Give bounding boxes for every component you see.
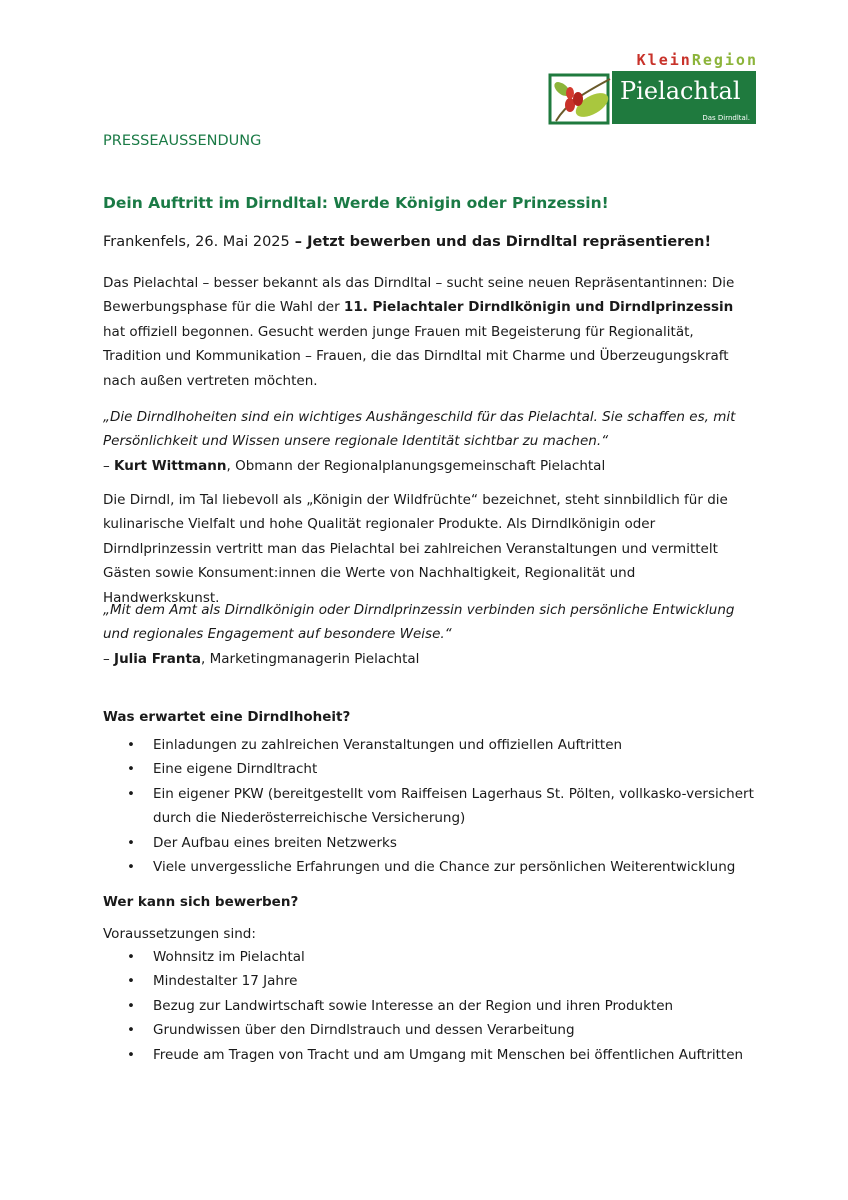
logo-region: Region xyxy=(691,51,758,69)
cornelian-cherry-icon xyxy=(548,71,612,127)
logo-klein: Klein xyxy=(636,51,692,69)
list-item: • Mindestalter 17 Jahre xyxy=(103,969,763,993)
list-item: • Einladungen zu zahlreichen Veranstaltungen und offiziellen Auftritten xyxy=(103,733,763,757)
intro-paragraph xyxy=(103,271,753,393)
section-2-heading xyxy=(103,890,753,914)
kleinregion-pielachtal-logo xyxy=(548,52,758,126)
lead-location-date: Frankenfels, 26. Mai 2025 xyxy=(103,234,290,250)
list-item: • Wohnsitz im Pielachtal xyxy=(103,945,763,969)
press-release-label: PRESSEAUSSENDUNG xyxy=(103,133,262,149)
intro-bold: 11. Pielachtaler Dirndlkönigin und Dirndlprinzessin xyxy=(343,299,734,316)
benefits-list xyxy=(103,733,763,879)
quote-1-attribution xyxy=(103,454,753,478)
section-1-heading-text: Was erwartet eine Dirndlhoheit? xyxy=(103,709,351,725)
quote-1-role: , Obmann der Regionalplanungsgemeinschaft Pielachtal xyxy=(226,458,606,474)
requirements-list xyxy=(103,945,763,1067)
list-item: • Der Aufbau eines breiten Netzwerks xyxy=(103,831,763,855)
quote-2-name: Julia Franta xyxy=(114,651,202,667)
quote-2-attribution xyxy=(103,647,753,671)
list-item: • Bezug zur Landwirtschaft sowie Interesse an der Region und ihren Produkten xyxy=(103,994,763,1018)
quote-1-name: Kurt Wittmann xyxy=(114,458,227,474)
logo-region-wordmark xyxy=(637,52,758,68)
list-item: • Eine eigene Dirndltracht xyxy=(103,757,763,781)
quote-2: „Mit dem Amt als Dirndlkönigin oder Dirndlprinzessin verbinden sich persönliche Entwicklung und regionales Engagement auf besondere Weise.“ xyxy=(103,602,735,643)
lead-headline: – Jetzt bewerben und das Dirndltal repräsentieren! xyxy=(289,234,712,250)
list-item: • Viele unvergessliche Erfahrungen und die Chance zur persönlichen Weiterentwicklung xyxy=(103,855,763,879)
section-2-heading-text: Wer kann sich bewerben? xyxy=(103,894,299,910)
list-item: • Ein eigener PKW (bereitgestellt vom Raiffeisen Lagerhaus St. Pölten, vollkasko-versichert durch die Niederösterreichische Versicherung) xyxy=(103,782,763,831)
intro-text-2: hat offiziell begonnen. Gesucht werden junge Frauen mit Begeisterung für Regionalität, Tradition und Kommunikation – Frauen, die das Dirndltal mit Charme und Überzeugungskraft nach außen vertreten möchten. xyxy=(103,323,729,389)
quote-1-dash: – xyxy=(103,458,115,474)
intro-text-1: Das Pielachtal – besser bekannt als das Dirndltal – sucht seine neuen Repräsentantinnen: Die Bewerbungsphase für die Wahl der xyxy=(103,275,735,316)
list-item: • Grundwissen über den Dirndlstrauch und dessen Verarbeitung xyxy=(103,1018,763,1042)
quote-1: „Die Dirndlhoheiten sind ein wichtiges Aushängeschild für das Pielachtal. Sie schaffen es, mit Persönlichkeit und Wissen unsere regionale Identität sichtbar zu machen.“ xyxy=(103,409,736,450)
list-item: • Freude am Tragen von Tracht und am Umgang mit Menschen bei öffentlichen Auftritten xyxy=(103,1043,763,1067)
page-title: Dein Auftritt im Dirndltal: Werde Königin oder Prinzessin! xyxy=(103,194,609,212)
lead-line xyxy=(103,230,753,254)
quote-2-dash: – xyxy=(103,651,115,667)
requirements-intro: Voraussetzungen sind: xyxy=(103,926,256,942)
logo-name: Pielachtal xyxy=(620,77,741,105)
logo-tagline: Das Dirndltal. xyxy=(702,114,750,122)
paragraph-2: Die Dirndl, im Tal liebevoll als „Königin der Wildfrüchte“ bezeichnet, steht sinnbildlich für die kulinarische Vielfalt und hohe Qualität regionaler Produkte. Als Dirndlkönigin oder Dirndlprinzessin vertritt man das Pielachtal bei zahlreichen Veranstaltungen und vermittelt Gästen sowie Konsument:innen die Werte von Nachhaltigkeit, Regionalität und Handwerkskunst. xyxy=(103,492,728,606)
section-1-heading xyxy=(103,705,753,729)
quote-2-role: , Marketingmanagerin Pielachtal xyxy=(201,651,420,667)
